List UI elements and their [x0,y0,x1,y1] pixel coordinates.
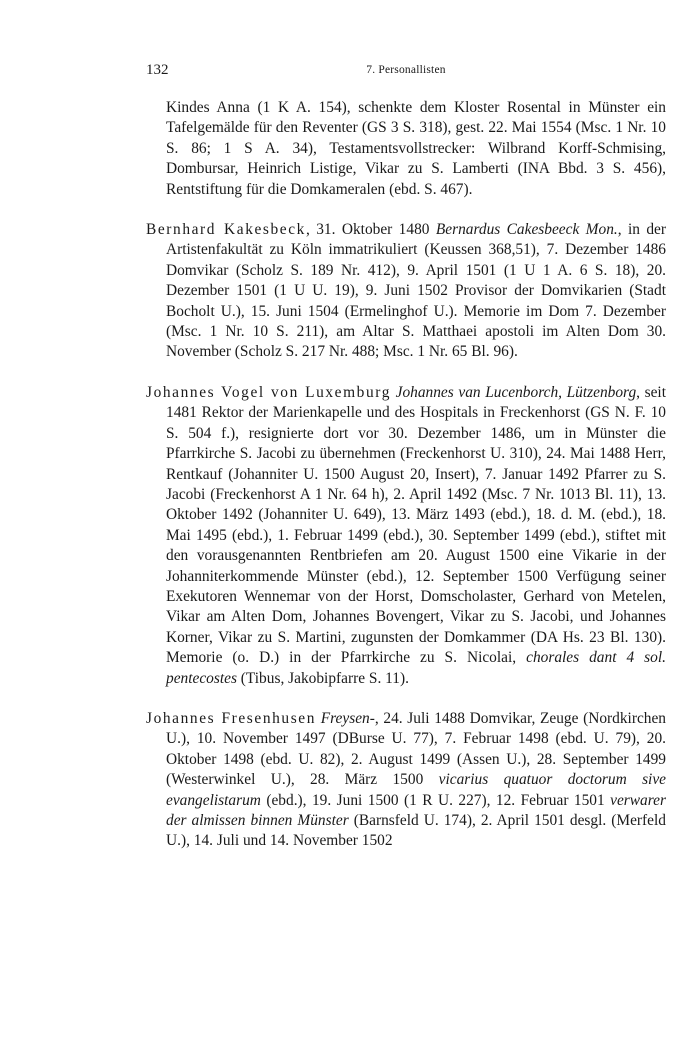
entry-name: Johannes Fresenhusen [146,709,317,727]
entry-name: Johannes Vogel von Luxemburg [146,383,392,401]
running-head [146,62,666,82]
entry-italic-text: verwarer der almissen binnen Münster [166,791,666,829]
entry-italic-text: Johannes van Lucenborch, Lützenborg [395,383,637,401]
entry-johannes-vogel [146,383,666,689]
entry-italic-text: vicarius quatuor doctorum sive evangelistarum [166,771,666,809]
entry-italic-text: Bernardus Cakesbeeck Mon. [435,221,618,239]
entry-bernhard-kakesbeck [146,220,666,363]
entry-italic-text: chorales dant 4 sol. pentecostes [166,649,666,687]
entry-text: , in der Artistenfakultät zu Köln immatrikuliert (Keussen 368,51), 7. Dezember 1486 Domvikar (Scholz S. 189 Nr. 412), 9. April 1501 (1 U 1 A. 6 S. 18), 20. Dezember 1501 (1 U U. 19), 9. Juni 1502 Provisor der Domvikarien (Stadt Bocholt U.), 15. Juni 1504 (Ermelinghof U.). Memorie im Dom 7. Dezember (Msc. 1 Nr. 10 S. 211), am Altar S. Matthaei apostoli im Alten Dom 30. November (Scholz S. 217 Nr. 488; Msc. 1 Nr. 65 Bl. 96). [166,221,667,361]
page-number: 132 [146,62,169,78]
entry-text: , 24. Juli 1488 Domvikar, Zeuge (Nordkirchen U.), 10. November 1497 (DBurse U. 77), 7. Februar 1498 (ebd. U. 79), 20. Oktober 1498 (ebd. U. 82), 2. August 1499 (Assen U.), 28. September 1499 (Westerwinkel U.), 28. März 1500 [166,709,667,789]
chapter-title: 7. Personallisten [366,64,446,76]
continuation-paragraph: Kindes Anna (1 K A. 154), schenkte dem Kloster Rosental in Münster ein Tafelgemälde für den Reventer (GS 3 S. 318), gest. 22. Mai 1554 (Msc. 1 Nr. 10 S. 86; 1 S A. 34), Testamentsvollstrecker: Wilbrand Korff-Schmising, Dombursar, Heinrich Listige, Vikar zu S. Lamberti (INA Bbd. 3 S. 456), Rentstiftung für die Domkameralen (ebd. S. 467). [166,99,666,198]
entry-johannes-fresenhusen [146,709,666,852]
entry-text: (Barnsfeld U. 174), 2. April 1501 desgl. (Merfeld U.), 14. Juli und 14. November 1502 [166,812,666,850]
entry-text: , 31. Oktober 1480 [305,221,436,239]
entry-text: (Tibus, Jakobipfarre S. 11). [236,669,409,687]
entry-text: , seit 1481 Rektor der Marienkapelle und des Hospitals in Freckenhorst (GS N. F. 10 S. 504 f.), resignierte dort vor 30. Dezember 1486, um in Münster die Pfarrkirche S. Jacobi zu übernehmen (Freckenhorst U. 310), 24. Mai 1488 Herr, Rentkauf (Johanniter U. 1500 August 20, Insert), 7. Januar 1492 Pfarrer zu S. Jacobi (Freckenhorst A 1 Nr. 64 h), 2. April 1492 (Msc. 7 Nr. 1013 Bl. 11), 13. Oktober 1492 (Johanniter U. 649), 13. März 1493 (ebd.), 18. d. M. (ebd.), 18. Mai 1495 (ebd.), 1. Februar 1499 (ebd.), 30. September 1499 (ebd.), stiftet mit den vorausgenannten Rentbriefen am 20. August 1500 eine Vikarie in der Johanniterkommende Münster (ebd.), 12. September 1500 Verfügung seiner Exekutoren Wennemar von der Horst, Domscholaster, Gerhard von Metelen, Vikar am Alten Dom, Johannes Bovengert, Vikar zu S. Jacobi, und Johannes Korner, Vikar zu S. Martini, zugunsten der Domkammer (DA Hs. 23 Bl. 130). Memorie (o. D.) in der Pfarrkirche zu S. Nicolai, [166,383,666,667]
entry-name: Bernhard Kakesbeck [146,221,306,239]
body-text [146,98,666,852]
entry-italic-text: Freysen- [320,709,375,727]
entry-text: (ebd.), 19. Juni 1500 (1 R U. 227), 12. Februar 1501 [260,791,611,809]
